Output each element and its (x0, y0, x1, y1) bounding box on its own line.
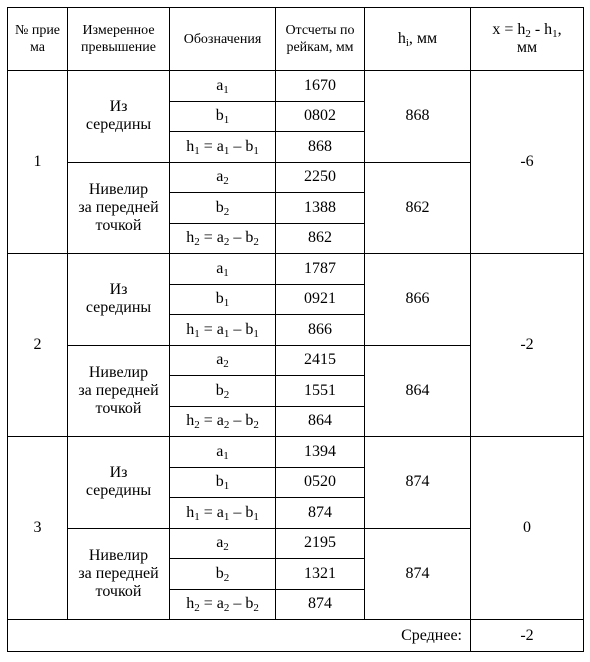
notation-cell: $b_1$ (170, 467, 276, 498)
reading-value: 1388 (276, 193, 365, 224)
header-x: $x = h_2 - h_1$, мм (471, 8, 584, 71)
header-hi: $h_i$, мм (365, 8, 471, 71)
method-front: Нивелир за передней точкой (68, 528, 170, 620)
x-value: 0 (471, 437, 584, 620)
notation-cell: $b_1$ (170, 101, 276, 132)
hi-value: 874 (365, 437, 471, 529)
notation-cell: $b_2$ (170, 193, 276, 224)
notation-cell: $a_1$ (170, 71, 276, 102)
table-row (8, 254, 584, 285)
measurement-table (7, 7, 584, 652)
notation-cell: $b_2$ (170, 376, 276, 407)
notation-cell: $b_1$ (170, 284, 276, 315)
reading-value: 862 (276, 223, 365, 254)
reading-value: 868 (276, 132, 365, 163)
reading-value: 0802 (276, 101, 365, 132)
reading-value: 2250 (276, 162, 365, 193)
header-notation: Обозначения (170, 8, 276, 71)
reading-value: 1394 (276, 437, 365, 468)
average-label: Среднее: (8, 620, 471, 652)
method-middle: Из середины (68, 71, 170, 163)
notation-cell: $a_2$ (170, 528, 276, 559)
average-value: -2 (471, 620, 584, 652)
reading-value: 0921 (276, 284, 365, 315)
hi-value: 874 (365, 528, 471, 620)
reading-value: 874 (276, 498, 365, 529)
notation-cell: $a_1$ (170, 254, 276, 285)
hi-value: 866 (365, 254, 471, 346)
notation-cell: $a_2$ (170, 162, 276, 193)
x-value: -2 (471, 254, 584, 437)
method-middle: Из середины (68, 254, 170, 346)
hi-value: 868 (365, 71, 471, 163)
table-row (8, 71, 584, 102)
method-middle: Из середины (68, 437, 170, 529)
reading-value: 2415 (276, 345, 365, 376)
notation-cell: $a_2$ (170, 345, 276, 376)
attempt-number: 1 (8, 71, 68, 254)
attempt-number: 3 (8, 437, 68, 620)
reading-value: 866 (276, 315, 365, 346)
notation-cell: $h_1 = a_1 - b_1$ (170, 315, 276, 346)
reading-value: 0520 (276, 467, 365, 498)
notation-cell: $h_2 = a_2 - b_2$ (170, 589, 276, 620)
notation-cell: $b_2$ (170, 559, 276, 590)
reading-value: 2195 (276, 528, 365, 559)
reading-value: 1551 (276, 376, 365, 407)
table-row (8, 437, 584, 468)
hi-value: 864 (365, 345, 471, 437)
header-readings: Отсчеты по рейкам, мм (276, 8, 365, 71)
header-number: № прие ма (8, 8, 68, 71)
notation-cell: $h_2 = a_2 - b_2$ (170, 223, 276, 254)
reading-value: 1670 (276, 71, 365, 102)
x-value: -6 (471, 71, 584, 254)
method-front: Нивелир за передней точкой (68, 162, 170, 254)
header-measured: Измеренное превышение (68, 8, 170, 71)
notation-cell: $h_2 = a_2 - b_2$ (170, 406, 276, 437)
notation-cell: $h_1 = a_1 - b_1$ (170, 498, 276, 529)
notation-cell: $a_1$ (170, 437, 276, 468)
reading-value: 1787 (276, 254, 365, 285)
hi-value: 862 (365, 162, 471, 254)
notation-cell: $h_1 = a_1 - b_1$ (170, 132, 276, 163)
reading-value: 874 (276, 589, 365, 620)
attempt-number: 2 (8, 254, 68, 437)
reading-value: 864 (276, 406, 365, 437)
method-front: Нивелир за передней точкой (68, 345, 170, 437)
reading-value: 1321 (276, 559, 365, 590)
